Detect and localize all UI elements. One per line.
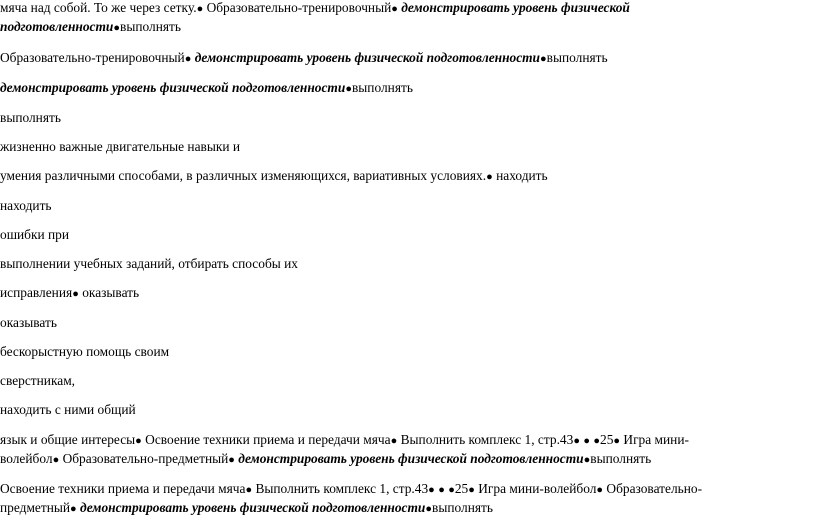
text-segment: выполнении учебных заданий, отбирать способы их (0, 256, 298, 271)
bullet-dot-icon: ● (583, 454, 591, 466)
text-line (0, 139, 240, 155)
emphasis-text: демонстрировать уровень физической подготовленности (0, 80, 346, 95)
bullet-dot-icon: ● (390, 435, 398, 447)
text-segment: исправления (0, 285, 73, 300)
bullet-dot-icon: ● (52, 454, 60, 466)
text-line (0, 50, 608, 67)
text-segment: Игра мини- (620, 432, 689, 447)
bullet-dot-icon: ● (613, 435, 621, 447)
text-segment: Образовательно-тренировочный (203, 0, 392, 15)
text-segment: выполнять (590, 451, 652, 466)
text-line (0, 227, 69, 243)
bullet-dot-icon: ● (428, 484, 435, 496)
text-line (0, 451, 651, 468)
bullet-dot-icon: ● (245, 484, 253, 496)
text-line (0, 402, 136, 418)
text-segment: находить (492, 168, 548, 183)
text-line (0, 481, 702, 498)
text-segment: волейбол (0, 451, 53, 466)
text-segment: выполнять (0, 110, 61, 125)
text-segment: бескорыстную помощь своим (0, 344, 170, 359)
text-line (0, 168, 548, 185)
bullet-dot-icon: ● (593, 435, 600, 447)
text-segment: Выполнить комплекс 1, стр.43 (397, 432, 574, 447)
text-segment: выполнять (120, 19, 181, 34)
text-segment: находить (0, 198, 52, 213)
bullet-dot-icon: ● (425, 503, 433, 515)
text-line (0, 80, 413, 97)
bullet-dot-icon: ● (228, 454, 235, 466)
text-segment: жизненно важные двигательные навыки и (0, 139, 241, 154)
bullet-dot-icon: ● (438, 484, 445, 496)
emphasis-text: демонстрировать уровень физической подготовленности (76, 500, 426, 515)
text-segment: ошибки при (0, 227, 70, 242)
text-line (0, 344, 169, 360)
text-segment: предметный (0, 500, 71, 515)
text-line (0, 285, 139, 302)
emphasis-text: демонстрировать уровень физической подготовленности (191, 50, 541, 65)
text-segment: 25 (454, 481, 469, 496)
bullet-dot-icon: ● (135, 435, 142, 447)
text-line (0, 432, 689, 449)
text-segment: мяча над собой. То же через сетку. (0, 0, 197, 15)
text-segment: сверстникам, (0, 373, 76, 388)
bullet-dot-icon: ● (448, 484, 455, 496)
text-segment: выполнять (546, 50, 608, 65)
text-segment: Образовательно-тренировочный (0, 50, 185, 65)
text-segment: Освоение техники приема и передачи мяча (0, 481, 246, 496)
text-segment: оказывать (0, 315, 57, 330)
text-line (0, 373, 75, 389)
text-segment: Образовательно-предметный (59, 451, 229, 466)
text-line (0, 198, 52, 214)
bullet-dot-icon: ● (70, 503, 77, 515)
bullet-dot-icon: ● (540, 53, 547, 65)
text-segment: Выполнить комплекс 1, стр.43 (252, 481, 429, 496)
emphasis-text: демонстрировать уровень физической подготовленности (234, 451, 584, 466)
bullet-dot-icon: ● (196, 3, 204, 15)
text-segment: находить с ними общий (0, 402, 136, 417)
bullet-dot-icon: ● (468, 484, 475, 496)
bullet-dot-icon: ● (113, 22, 121, 34)
bullet-dot-icon: ● (345, 83, 352, 95)
text-segment: Освоение техники приема и передачи мяча (141, 432, 391, 447)
text-line (0, 19, 181, 36)
text-line (0, 0, 630, 17)
text-segment: умения различными способами, в различных изменяющихся, вариативных условиях. (0, 168, 487, 183)
bullet-dot-icon: ● (486, 171, 493, 183)
bullet-dot-icon: ● (573, 435, 580, 447)
bullet-dot-icon: ● (391, 3, 398, 15)
text-segment: выполнять (432, 500, 493, 515)
emphasis-text: демонстрировать уровень физической (397, 0, 630, 15)
text-segment: язык и общие интересы (0, 432, 136, 447)
bullet-dot-icon: ● (583, 435, 590, 447)
text-line (0, 110, 61, 126)
bullet-dot-icon: ● (72, 288, 79, 300)
bullet-dot-icon: ● (596, 484, 604, 496)
text-segment: выполнять (351, 80, 413, 95)
text-segment: Игра мини-волейбол (474, 481, 597, 496)
text-segment: оказывать (78, 285, 140, 300)
text-line (0, 256, 298, 272)
text-segment: Образовательно- (603, 481, 703, 496)
text-line (0, 500, 493, 517)
bullet-dot-icon: ● (184, 53, 192, 65)
text-line (0, 315, 57, 331)
text-segment: 25 (600, 432, 614, 447)
emphasis-text: подготовленности (0, 19, 114, 34)
